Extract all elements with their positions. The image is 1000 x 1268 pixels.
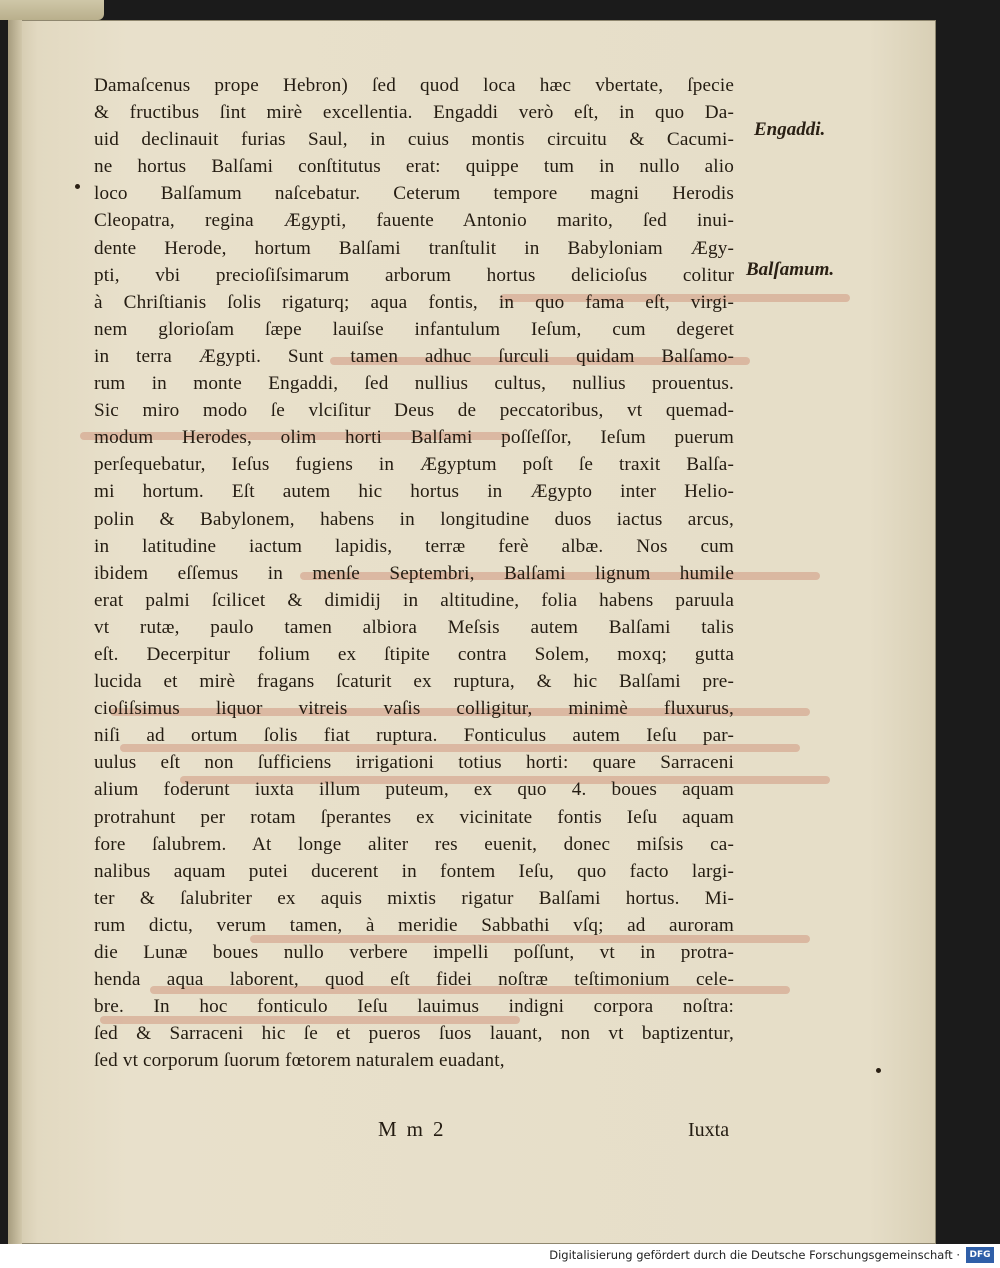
text-line: Cleopatra, regina Ægypti, fauente Antonio marito, ſed inui-: [94, 210, 734, 232]
text-line: modum Herodes, olim horti Balſami poſſeſſor, Ieſum puerum: [94, 427, 734, 449]
catchword: Iuxta: [688, 1119, 730, 1141]
text-line: fore ſalubrem. At longe aliter res euenit, donec miſsis ca-: [94, 833, 734, 855]
ink-mark: [876, 1068, 881, 1073]
page-gutter: [8, 20, 22, 1244]
text-line: alium foderunt iuxta illum puteum, ex quo 4. boues aquam: [94, 779, 734, 801]
text-line: dente Herode, hortum Balſami tranſtulit in Babyloniam Ægy-: [94, 237, 734, 259]
text-line: nem glorioſam ſæpe lauiſse infantulum Ieſum, cum degeret: [94, 318, 734, 340]
signature-mark: Mm2: [378, 1117, 454, 1141]
text-line: henda aqua laborent, quod eſt fidei noſtræ teſtimonium cele-: [94, 969, 734, 991]
text-line: ter & ſalubriter ex aquis mixtis rigatur Balſami hortus. Mi-: [94, 887, 734, 909]
text-line: rum dictu, verum tamen, à meridie Sabbathi vſq; ad auroram: [94, 914, 734, 936]
text-line: uulus eſt non ſufficiens irrigationi totius horti: quare Sarraceni: [94, 752, 734, 774]
margin-note-balsamum: Balſamum.: [746, 259, 835, 280]
text-line: ſed vt corporum ſuorum fœtorem naturalem euadant,: [94, 1050, 505, 1072]
footer-credit: Digitalisierung gefördert durch die Deutsche Forschungsgemeinschaft ·: [549, 1248, 960, 1262]
text-line: die Lunæ boues nullo verbere impelli poſſunt, vt in protra-: [94, 942, 734, 963]
margin-note-engaddi: Engaddi.: [754, 119, 826, 140]
text-line: erat palmi ſcilicet & dimidij in altitudine, folia habens paruula: [94, 589, 734, 611]
footer-bar: [0, 1244, 1000, 1268]
page-tab: [0, 0, 104, 20]
text-line: bre. In hoc fonticulo Ieſu lauimus indigni corpora noſtra:: [94, 996, 734, 1018]
text-line: nalibus aquam putei ducerent in fontem Ieſu, quo facto largi-: [94, 860, 734, 882]
text-line: niſi ad ortum ſolis fiat ruptura. Fonticulus autem Ieſu par-: [94, 725, 734, 747]
text-line: polin & Babylonem, habens in longitudine duos iactus arcus,: [94, 508, 734, 530]
text-line: in latitudine iactum lapidis, terræ ferè albæ. Nos cum: [94, 535, 734, 557]
text-line: lucida et mirè fragans ſcaturit ex ruptura, & hic Balſami pre-: [94, 671, 734, 693]
text-line: eſt. Decerpitur folium ex ſtipite contra Solem, moxq; gutta: [94, 643, 734, 665]
text-line: à Chriſtianis ſolis rigaturq; aqua fontis, in quo fama eſt, virgi-: [94, 291, 734, 313]
text-line: cioſiſsimus liquor vitreis vaſis colligitur, minimè fluxurus,: [94, 698, 734, 720]
text-line: ſed & Sarraceni hic ſe et pueros ſuos lauant, non vt baptizentur,: [94, 1023, 734, 1045]
text-line: protrahunt per rotam ſperantes ex vicinitate fontis Ieſu aquam: [94, 806, 734, 828]
text-line: vt rutæ, paulo tamen albiora Meſsis autem Balſami talis: [94, 616, 734, 638]
text-line: ne hortus Balſami conſtitutus erat: quippe tum in nullo alio: [94, 156, 734, 178]
text-line: uid declinauit furias Saul, in cuius montis circuitu & Cacumi-: [94, 129, 734, 151]
text-line: Damaſcenus prope Hebron) ſed quod loca hæc vbertate, ſpecie: [94, 75, 734, 96]
text-line: mi hortum. Eſt autem hic hortus in Ægypto inter Helio-: [94, 481, 734, 503]
text-line: loco Balſamum naſcebatur. Ceterum tempore magni Herodis: [94, 183, 734, 205]
text-line: & fructibus ſint mirè excellentia. Engaddi verò eſt, in quo Da-: [94, 102, 734, 124]
text-line: perſequebatur, Ieſus fugiens in Ægyptum poſt ſe traxit Balſa-: [94, 454, 734, 476]
ink-mark: [75, 184, 80, 189]
text-line: Sic miro modo ſe vlciſitur Deus de peccatoribus, vt quemad-: [94, 400, 734, 422]
text-line: rum in monte Engaddi, ſed nullius cultus, nullius prouentus.: [94, 373, 734, 395]
text-line: in terra Ægypti. Sunt tamen adhuc ſurculi quidam Balſamo-: [94, 345, 734, 367]
text-line: pti, vbi precioſiſsimarum arborum hortus delicioſus colitur: [94, 264, 734, 286]
body-text: [94, 72, 744, 1074]
dfg-logo: DFG: [966, 1247, 994, 1263]
text-line: ibidem eſſemus in menſe Septembri, Balſami lignum humile: [94, 562, 734, 584]
